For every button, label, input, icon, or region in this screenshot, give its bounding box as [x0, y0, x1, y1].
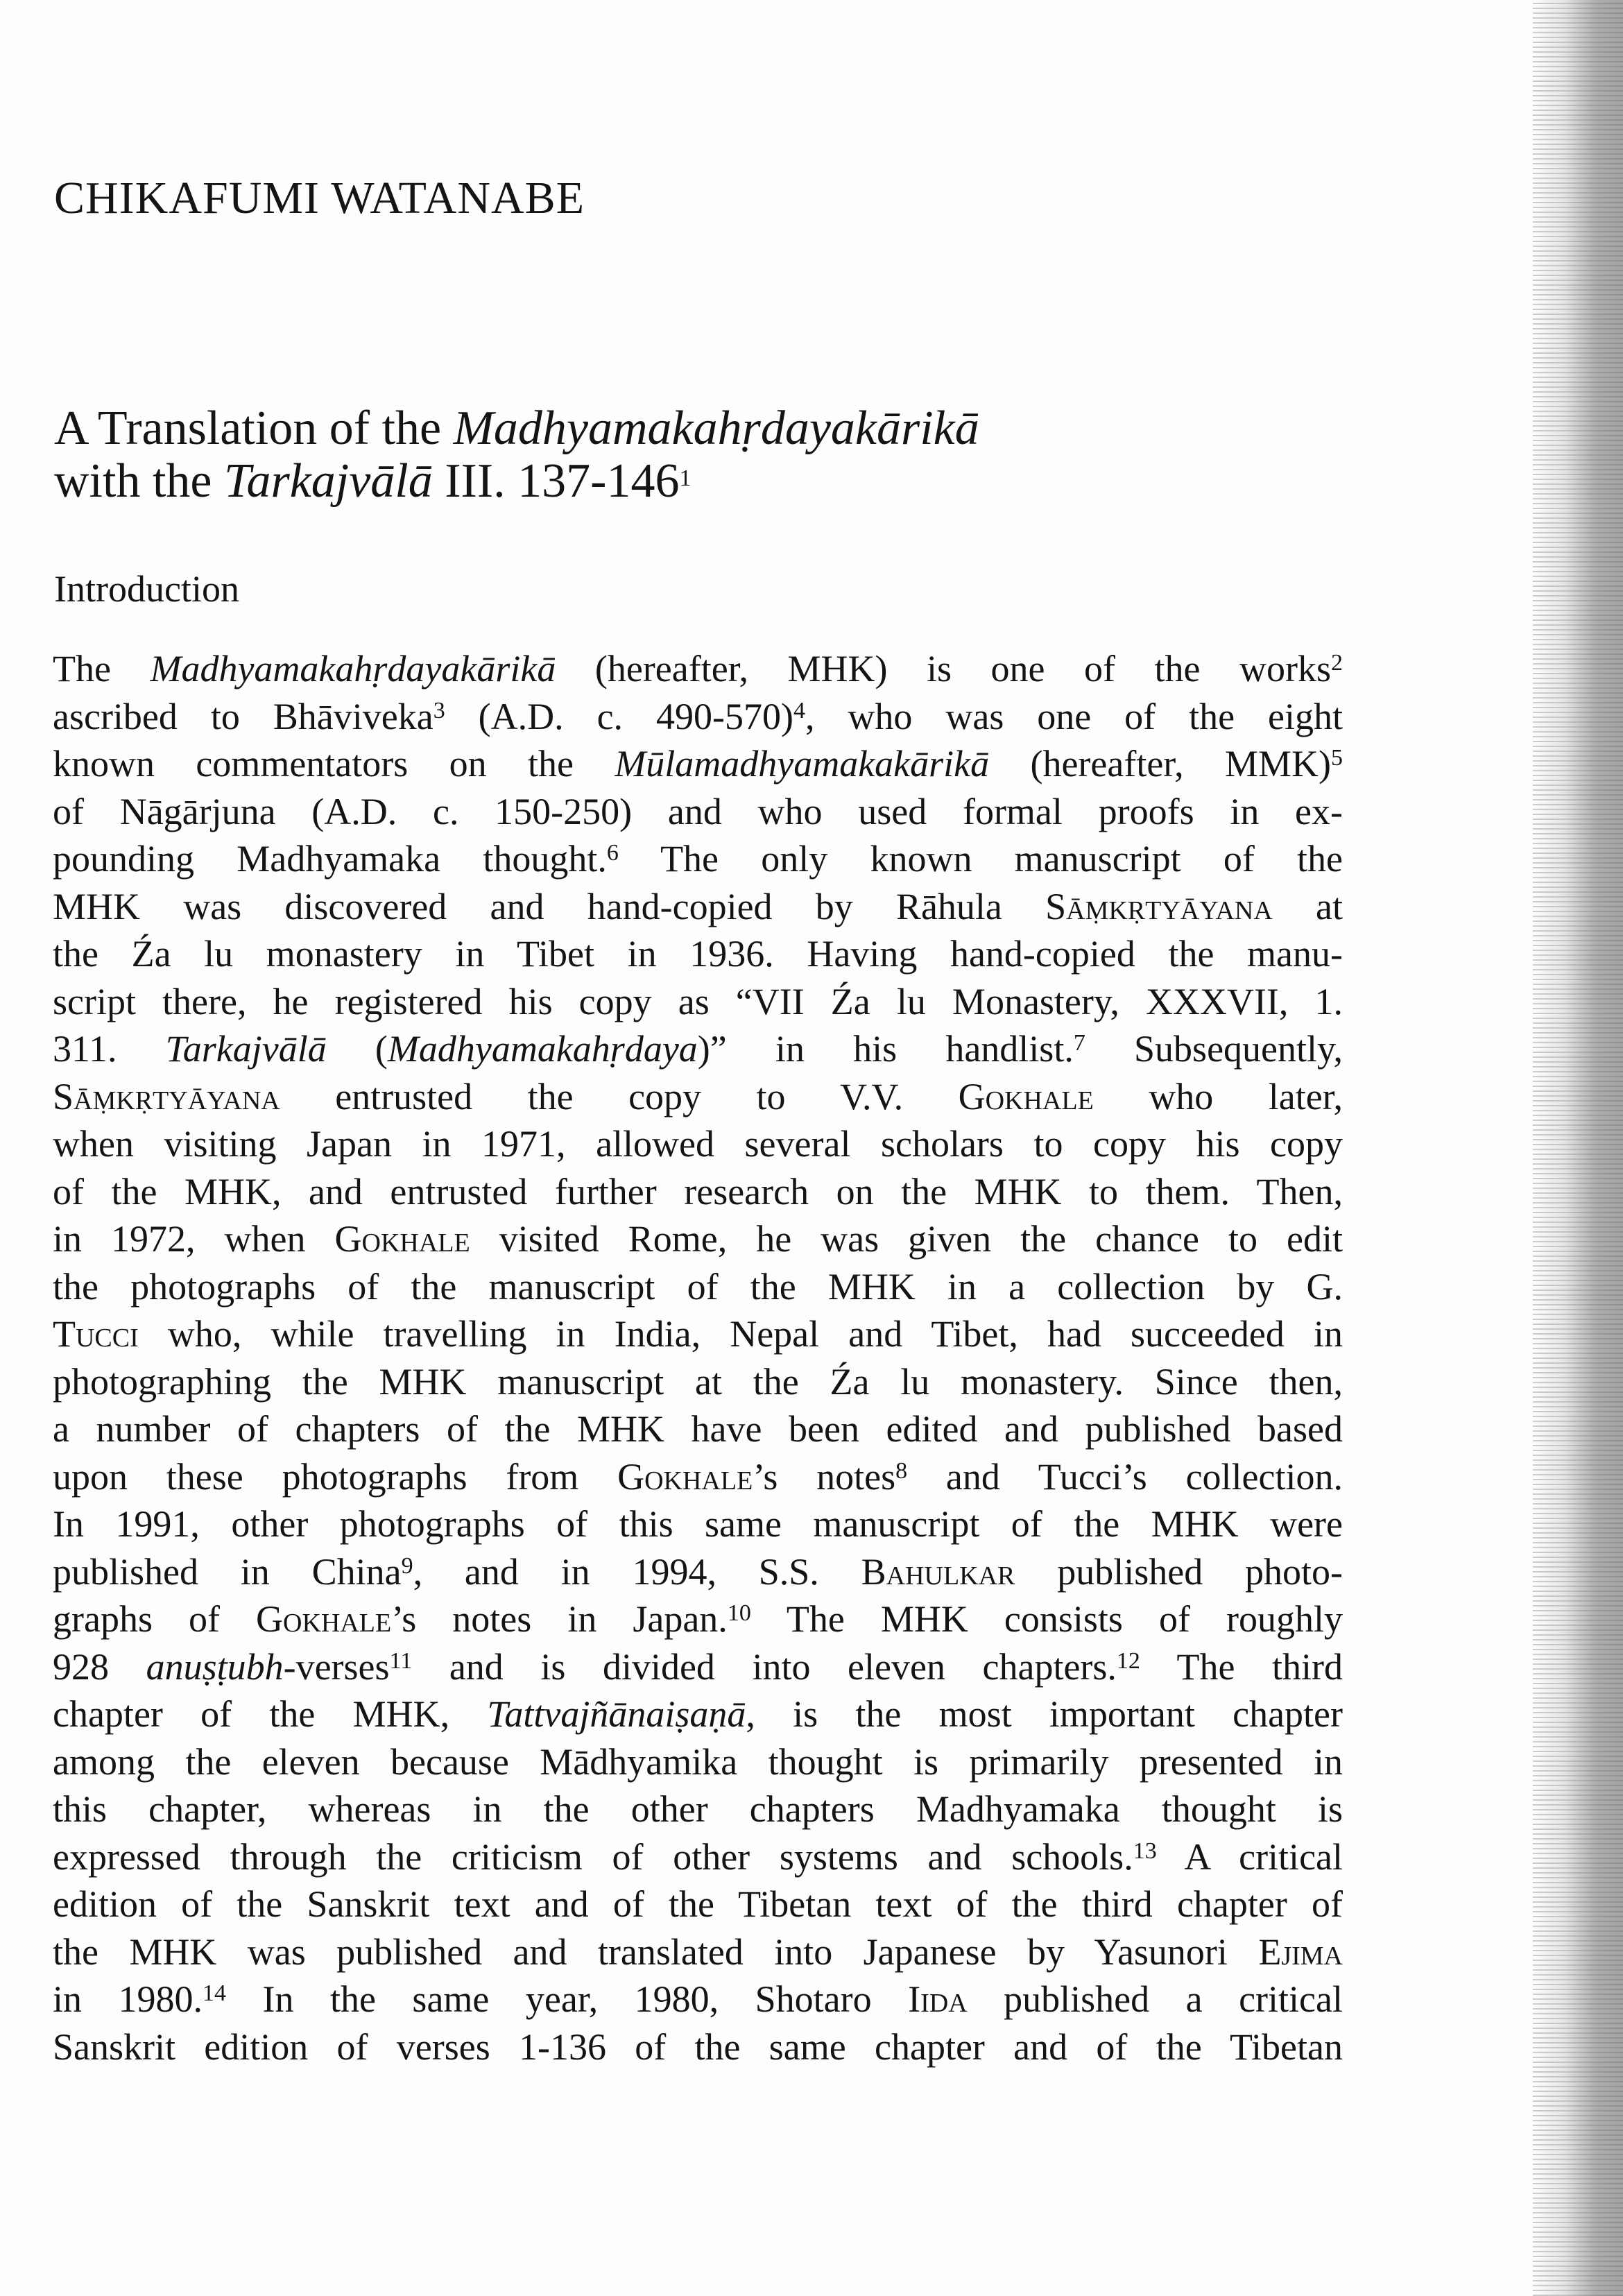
text-span: The MHK consists of roughly	[750, 1598, 1343, 1640]
footnote-marker[interactable]: 7	[1073, 1030, 1085, 1056]
title-line-1	[54, 402, 979, 455]
text-line	[53, 693, 1343, 741]
title-italic: Tarkajvālā	[223, 454, 433, 508]
text-span: ascribed to Bhāviveka	[53, 695, 433, 737]
footnote-marker[interactable]: 10	[727, 1600, 751, 1626]
text-span: visited Rome, he was given the chance to edit	[470, 1218, 1343, 1260]
article-title	[54, 402, 979, 508]
italic-text: Tattvajñānaiṣaṇā	[487, 1693, 746, 1735]
footnote-marker[interactable]: 2	[1331, 650, 1343, 676]
text-span: ’s notes in Japan.	[391, 1598, 728, 1640]
text-line	[53, 1690, 1343, 1738]
text-line	[53, 1548, 1343, 1596]
text-line	[53, 1928, 1343, 1976]
text-line	[53, 1025, 1343, 1073]
text-line: script there, he registered his copy as “VII Źa lu Monastery, XXXVII, 1.	[53, 980, 1343, 1022]
text-span: The third	[1140, 1645, 1343, 1688]
footnote-marker[interactable]: 6	[606, 840, 619, 866]
footnote-marker[interactable]: 5	[1330, 745, 1343, 771]
text-span: and is divided into eleven chapters.	[412, 1645, 1117, 1688]
text-line	[53, 1833, 1343, 1881]
text-span: Ejima	[1258, 1930, 1343, 1973]
text-span: who, while travelling in India, Nepal and Tibet, had succeeded in	[138, 1313, 1343, 1355]
text-span: known commentators on the	[53, 743, 615, 785]
text-span: Bahulkar	[861, 1550, 1015, 1593]
footnote-marker[interactable]: 11	[389, 1647, 413, 1674]
text-span: 928	[53, 1645, 146, 1688]
footnote-marker[interactable]: 14	[203, 1980, 226, 2006]
text-span: MHK was discovered and hand-copied by Rāhula	[53, 885, 1046, 927]
title-text: A Translation of the	[54, 402, 454, 455]
body-paragraph	[53, 645, 1343, 2071]
text-line: the photographs of the manuscript of the MHK in a collection by G.	[53, 1265, 1343, 1308]
footnote-marker[interactable]: 1	[679, 465, 692, 491]
text-span: Tucci	[53, 1313, 139, 1355]
text-line	[53, 1976, 1343, 2023]
text-span: The	[53, 648, 151, 689]
text-line: of Nāgārjuna (A.D. c. 150-250) and who used formal proofs in ex-	[53, 790, 1343, 832]
footnote-marker[interactable]: 3	[433, 697, 445, 723]
italic-text: Mūlamadhyamakakārikā	[615, 743, 990, 785]
text-span: and Tucci’s collection.	[907, 1455, 1343, 1498]
text-span: The only known manuscript of the	[618, 838, 1343, 880]
text-span: (	[326, 1028, 388, 1070]
text-span: , and in 1994, S.S.	[413, 1550, 861, 1593]
text-line: a number of chapters of the MHK have been edited and published based	[53, 1408, 1343, 1450]
text-line: edition of the Sanskrit text and of the Tibetan text of the third chapter of	[53, 1883, 1343, 1925]
text-span: at	[1272, 885, 1343, 927]
text-span: published photo-	[1015, 1550, 1343, 1593]
italic-text: Madhyamakahṛdayakārikā	[150, 648, 556, 689]
text-span: the MHK was published and translated into Japanese by Yasunori	[53, 1930, 1259, 1973]
text-span: expressed through the criticism of other systems and schools.	[53, 1835, 1133, 1878]
text-span: Subsequently,	[1085, 1028, 1343, 1070]
text-span: -verses	[283, 1645, 390, 1688]
text-span: )” in his handlist.	[697, 1028, 1074, 1070]
text-span: Sāṃkṛtyāyana	[53, 1075, 280, 1117]
footnote-marker[interactable]: 9	[401, 1552, 413, 1579]
text-span: Gokhale	[334, 1218, 470, 1260]
text-span: graphs of	[53, 1598, 257, 1640]
author-name: CHIKAFUMI WATANABE	[54, 173, 585, 223]
text-span: pounding Madhyamaka thought.	[53, 838, 607, 880]
footnote-marker[interactable]: 8	[895, 1457, 908, 1484]
title-text: III. 137-146	[432, 454, 680, 508]
text-span: upon these photographs from	[53, 1455, 618, 1498]
footnote-marker[interactable]: 4	[793, 697, 805, 723]
text-span: Gokhale	[617, 1455, 753, 1498]
text-span: published a critical	[967, 1978, 1343, 2020]
text-line: when visiting Japan in 1971, allowed several scholars to copy his copy	[53, 1123, 1343, 1165]
footnote-marker[interactable]: 12	[1116, 1647, 1140, 1674]
text-span: (hereafter, MMK)	[989, 743, 1331, 785]
text-line	[53, 740, 1343, 788]
text-line	[53, 1215, 1343, 1263]
text-span: Sāṃkṛtyāyana	[1045, 885, 1273, 927]
text-span: chapter of the MHK,	[53, 1693, 488, 1735]
text-span: in 1980.	[53, 1978, 203, 2020]
text-span: in 1972, when	[53, 1218, 335, 1260]
text-line: In 1991, other photographs of this same manuscript of the MHK were	[53, 1503, 1343, 1545]
text-span: ’s notes	[753, 1455, 896, 1498]
text-line: among the eleven because Mādhyamika thought is primarily presented in	[53, 1740, 1343, 1783]
text-line: Sanskrit edition of verses 1-136 of the same chapter and of the Tibetan	[53, 2025, 1343, 2068]
text-span: Iida	[908, 1978, 968, 2020]
footnote-marker[interactable]: 13	[1133, 1837, 1157, 1864]
section-heading: Introduction	[54, 568, 239, 610]
text-span: published in China	[53, 1550, 402, 1593]
text-line: of the MHK, and entrusted further research on the MHK to them. Then,	[53, 1170, 1343, 1213]
text-line: this chapter, whereas in the other chapters Madhyamaka thought is	[53, 1788, 1343, 1830]
title-text: with the	[54, 454, 224, 508]
text-span: , is the most important chapter	[746, 1693, 1343, 1735]
text-line	[53, 835, 1343, 883]
text-line	[53, 1073, 1343, 1121]
title-italic: Madhyamakahṛdayakārikā	[453, 402, 979, 455]
text-span: , who was one of the eight	[805, 695, 1343, 737]
scan-binding-shadow	[1533, 0, 1623, 2296]
text-span: Gokhale	[256, 1598, 392, 1640]
text-line	[53, 645, 1343, 693]
text-line: photographing the MHK manuscript at the Źa lu monastery. Since then,	[53, 1360, 1343, 1403]
italic-text: Tarkajvālā	[165, 1028, 327, 1070]
text-span: A critical	[1156, 1835, 1343, 1878]
italic-text: Madhyamakahṛdaya	[387, 1028, 698, 1070]
text-span: In the same year, 1980, Shotaro	[226, 1978, 909, 2020]
text-span: who later,	[1093, 1075, 1343, 1117]
text-span: (A.D. c. 490-570)	[445, 695, 793, 737]
text-line: the Źa lu monastery in Tibet in 1936. Having hand-copied the manu-	[53, 933, 1343, 975]
text-line	[53, 1453, 1343, 1501]
text-span: Gokhale	[958, 1075, 1094, 1117]
text-span: entrusted the copy to V.V.	[280, 1075, 959, 1117]
text-line	[53, 883, 1343, 931]
italic-text: anuṣṭubh	[146, 1645, 284, 1688]
text-span: (hereafter, MHK) is one of the works	[556, 648, 1331, 689]
title-line-2	[54, 455, 979, 508]
text-line	[53, 1595, 1343, 1643]
text-span: 311.	[53, 1028, 166, 1070]
text-line	[53, 1310, 1343, 1358]
text-line	[53, 1643, 1343, 1691]
